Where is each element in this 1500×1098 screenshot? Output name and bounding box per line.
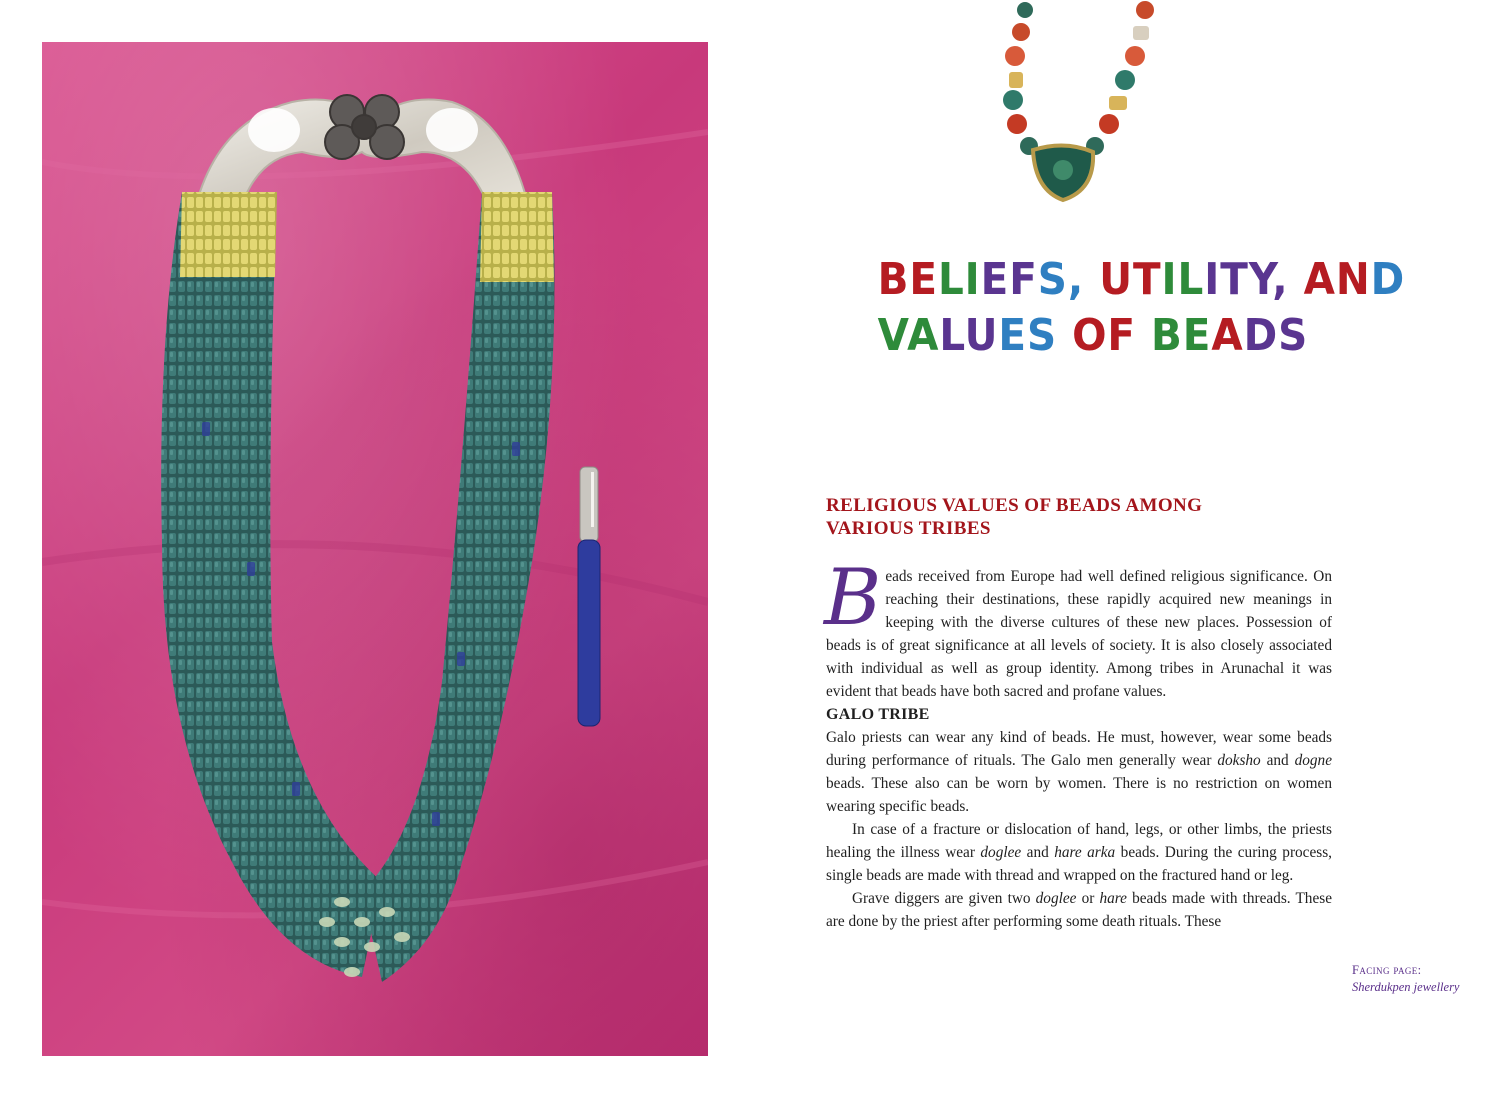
- galo-p3-text: beads made with threads. These are done by the priest after performing some death rituals. These: [826, 890, 1332, 930]
- title-line-2-segment: A: [1211, 310, 1244, 361]
- title-line-1-segment: ITY,: [1204, 254, 1304, 305]
- galo-paragraph-1: [826, 726, 1332, 818]
- title-line-1: [877, 252, 1406, 308]
- intro-paragraph: [824, 553, 1332, 703]
- galo-p1-term: dogne: [1294, 752, 1332, 769]
- title-line-2-segment: LU: [939, 310, 999, 361]
- pendant-illustration: [985, 0, 1185, 215]
- caption-label: Facing page:: [1352, 963, 1422, 977]
- title-line-2-segment: VA: [877, 310, 940, 361]
- title-line-1-segment: EF: [980, 254, 1038, 305]
- title-line-1-segment: BE: [877, 254, 938, 305]
- title-line-1-segment: AN: [1303, 254, 1371, 305]
- galo-paragraph-3: [826, 887, 1332, 933]
- title-line-1-segment: S,: [1037, 254, 1100, 305]
- galo-p3-text: Grave diggers are given two: [852, 890, 1036, 907]
- section-heading: [826, 494, 1246, 540]
- necklace-illustration: [42, 42, 708, 1056]
- title-line-1-segment: IL: [1161, 254, 1205, 305]
- galo-p1-text: and: [1260, 752, 1295, 769]
- caption-text: Sherdukpen jewellery: [1352, 980, 1460, 994]
- galo-p1-term: doksho: [1217, 752, 1261, 769]
- intro-text: eads received from Europe had well defined religious significance. On reaching their destinations, these rapidly acquired new meanings in keeping with the diverse cultures of these new places. Possession of beads is of great significance at all levels of society. It is also closely associated with individual as well as group identity. Among tribes in Arunachal it was evident that beads have both sacred and profane values.: [826, 568, 1332, 700]
- galo-p1-text: beads. These also can be worn by women. There is no restriction on women wearing specific beads.: [826, 775, 1332, 815]
- photo-caption: [1352, 962, 1492, 996]
- drop-cap: B: [824, 553, 882, 643]
- title-line-2-segment: OF: [1072, 310, 1152, 361]
- title-line-2-segment: ES: [998, 310, 1073, 361]
- section-heading-line-2: VARIOUS TRIBES: [826, 518, 991, 539]
- galo-paragraph-2: [826, 818, 1332, 887]
- title-line-1-segment: D: [1370, 254, 1406, 305]
- galo-p3-term: hare: [1099, 890, 1127, 907]
- galo-p2-term: hare arka: [1054, 844, 1116, 861]
- galo-p1-text: Galo priests can wear any kind of beads. He must, however, wear some beads during performance of rituals. The Galo men generally wear: [826, 729, 1332, 769]
- galo-p2-term: doglee: [980, 844, 1022, 861]
- galo-tribe-heading: GALO TRIBE: [826, 706, 930, 723]
- galo-p2-text: In case of a fracture or dislocation of hand, legs, or other limbs, the priests healing the illness wear: [826, 821, 1332, 861]
- title-line-2: [877, 308, 1309, 364]
- galo-p2-text: beads. During the curing process, single beads are made with thread and wrapped on the fractured hand or leg.: [826, 844, 1332, 884]
- section-heading-line-1: RELIGIOUS VALUES OF BEADS AMONG: [826, 495, 1203, 516]
- title-line-2-segment: DS: [1243, 310, 1309, 361]
- page-title: [877, 252, 1406, 364]
- title-line-1-segment: LI: [937, 254, 981, 305]
- title-line-2-segment: BE: [1151, 310, 1212, 361]
- title-line-1-segment: UT: [1099, 254, 1162, 305]
- galo-p3-term: doglee: [1035, 890, 1077, 907]
- necklace-photo: [42, 42, 708, 1056]
- galo-p3-text: or: [1076, 890, 1100, 907]
- galo-p2-text: and: [1021, 844, 1055, 861]
- body-text: [824, 553, 1332, 933]
